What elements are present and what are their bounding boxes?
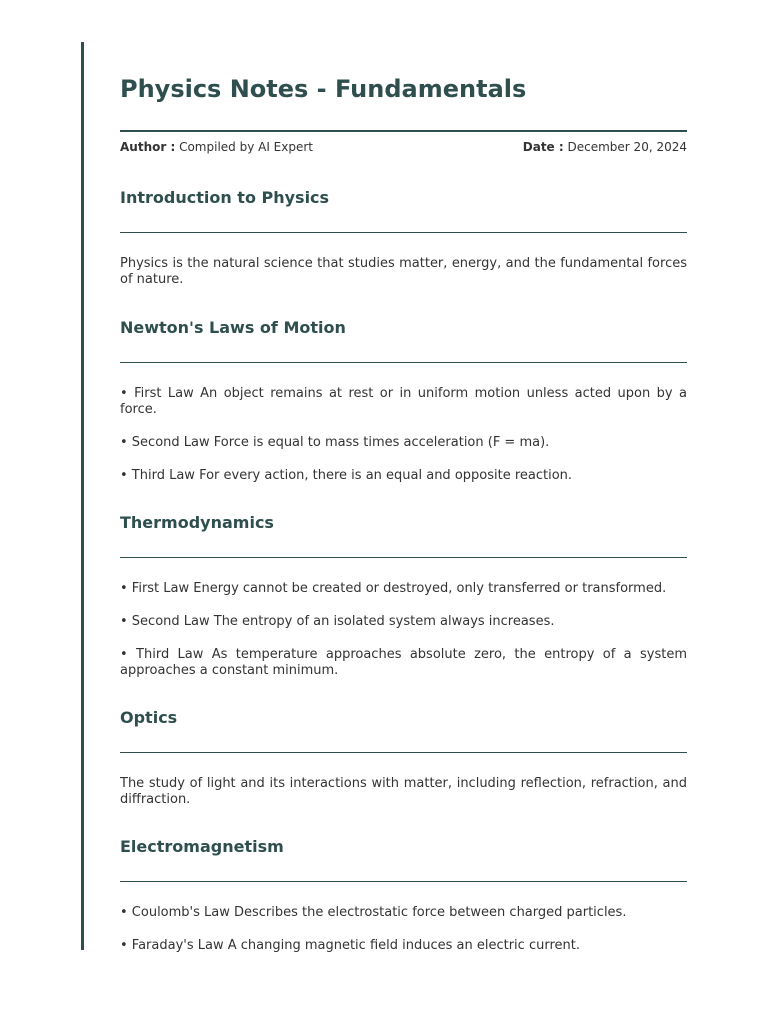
section-introduction — [120, 188, 687, 287]
left-margin-rule — [81, 42, 84, 950]
list-item: • Faraday's Law A changing magnetic field induces an electric current. — [120, 938, 580, 953]
list-item: • Coulomb's Law Describes the electrostatic force between charged particles. — [120, 905, 627, 920]
section-newtons-laws — [120, 318, 687, 483]
section-heading: Thermodynamics — [120, 513, 274, 532]
list-item: • First Law An object remains at rest or in uniform motion unless acted upon by a force. — [120, 386, 687, 417]
list-item: • Third Law For every action, there is an equal and opposite reaction. — [120, 468, 573, 483]
date-info — [523, 140, 687, 155]
document-meta — [120, 140, 687, 155]
section-heading: Introduction to Physics — [120, 188, 330, 207]
section-heading: Newton's Laws of Motion — [120, 318, 346, 337]
section-optics — [120, 708, 687, 807]
section-body — [120, 581, 687, 696]
section-heading: Electromagnetism — [120, 837, 284, 856]
section-body — [120, 776, 687, 825]
author-info — [120, 140, 313, 155]
section-thermodynamics — [120, 513, 687, 678]
section-divider — [120, 752, 687, 753]
paragraph: The study of light and its interactions with matter, including reflection, refraction, and diffraction. — [120, 776, 687, 807]
section-divider — [120, 881, 687, 882]
date-label: Date : — [522, 140, 564, 154]
author-value: Compiled by AI Expert — [179, 140, 314, 154]
author-label: Author : — [120, 140, 176, 154]
section-divider — [120, 232, 687, 233]
list-item: • First Law Energy cannot be created or destroyed, only transferred or transformed. — [120, 581, 667, 596]
date-value: December 20, 2024 — [567, 140, 687, 154]
section-body — [120, 256, 687, 305]
section-electromagnetism — [120, 837, 687, 953]
list-item: • Second Law Force is equal to mass times acceleration (F = ma). — [120, 435, 550, 450]
section-divider — [120, 362, 687, 363]
list-item: • Second Law The entropy of an isolated system always increases. — [120, 614, 555, 629]
section-body — [120, 386, 687, 501]
title-divider — [120, 130, 687, 132]
list-item: • Third Law As temperature approaches absolute zero, the entropy of a system approaches a constant minimum. — [120, 647, 687, 678]
section-divider — [120, 557, 687, 558]
section-heading: Optics — [120, 708, 178, 727]
document-title: Physics Notes - Fundamentals — [120, 75, 527, 103]
section-body — [120, 905, 687, 971]
paragraph: Physics is the natural science that studies matter, energy, and the fundamental forces of nature. — [120, 256, 687, 287]
